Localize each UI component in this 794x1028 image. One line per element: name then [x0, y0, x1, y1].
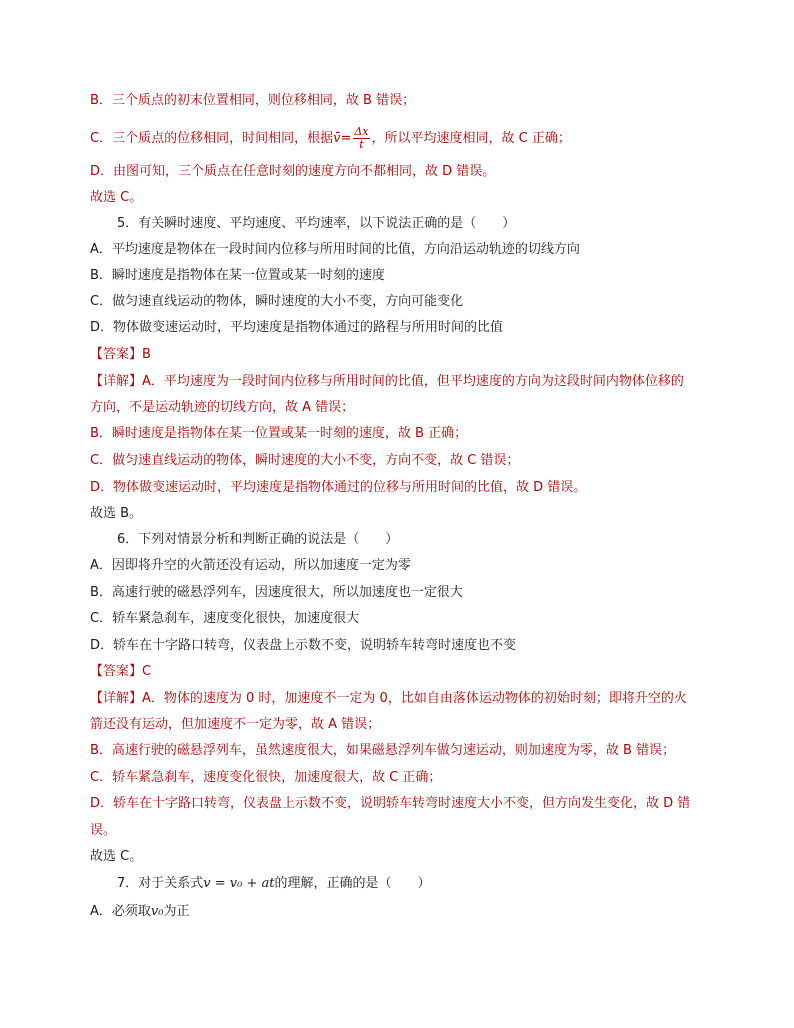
explanation-line: D．轿车在十字路口转弯，仪表盘上示数不变，说明轿车转弯时速度大小不变，但方向发生变化，故 D 错: [90, 796, 691, 811]
text-fragment: 7．对于关系式: [117, 876, 204, 891]
explanation-line: 方向，不是运动轨迹的切线方向，故 A 错误；: [90, 400, 355, 415]
explanation-line: 【详解】A．平均速度为一段时间内位移与所用时间的比值，但平均速度的方向为这段时间内物体位移的: [90, 374, 684, 389]
option-b: B．瞬时速度是指物体在某一位置或某一时刻的速度: [90, 268, 385, 283]
text-line: D．由图可知，三个质点在任意时刻的速度方向不都相同，故 D 错误。: [90, 164, 496, 179]
option-c: C．轿车紧急刹车，速度变化很快，加速度很大: [90, 611, 360, 626]
explanation-line: D．物体做变速运动时，平均速度是指物体通过的位移与所用时间的比值，故 D 错误。: [90, 480, 587, 495]
question-stem: [117, 875, 431, 893]
fraction-denominator: t: [359, 138, 364, 151]
text-line: 故选 C。: [90, 190, 143, 205]
option-a: A．因即将升空的火箭还没有运动，所以加速度一定为零: [90, 558, 411, 573]
text-fragment: A．必须取: [90, 904, 151, 919]
question-stem: 6．下列对情景分析和判断正确的说法是（ ）: [117, 532, 399, 547]
option-b: B．高速行驶的磁悬浮列车，因速度很大，所以加速度也一定很大: [90, 585, 463, 600]
selection-line: 故选 C。: [90, 849, 143, 864]
option-a: [90, 903, 189, 921]
selection-line: 故选 B。: [90, 506, 143, 521]
explanation-line: 误。: [90, 823, 117, 838]
math-variable: v̄: [333, 131, 341, 146]
fraction-numerator: Δx: [354, 125, 369, 138]
math-variable: v₀: [150, 904, 164, 919]
formula-line: [90, 126, 571, 151]
explanation-line: B．高速行驶的磁悬浮列车，虽然速度很大，如果磁悬浮列车做匀速运动，则加速度为零，故 B 错误；: [90, 743, 676, 758]
text-fragment: 为正: [163, 904, 190, 919]
math-operator: =: [340, 131, 352, 146]
text-fragment: ，所以平均速度相同，故 C 正确；: [371, 131, 571, 146]
option-d: D．物体做变速运动时，平均速度是指物体通过的路程与所用时间的比值: [90, 320, 504, 335]
explanation-line: C．轿车紧急刹车，速度变化很快，加速度很大，故 C 正确；: [90, 770, 442, 785]
answer-label: 【答案】B: [90, 347, 151, 362]
option-c: C．做匀速直线运动的物体，瞬时速度的大小不变，方向可能变化: [90, 294, 464, 309]
explanation-line: C．做匀速直线运动的物体，瞬时速度的大小不变，方向不变，故 C 错误；: [90, 453, 520, 468]
math-fraction: [353, 126, 369, 151]
question-stem: 5．有关瞬时速度、平均速度、平均速率，以下说法正确的是（ ）: [117, 216, 516, 231]
answer-label: 【答案】C: [90, 664, 152, 679]
text-fragment: C．三个质点的位移相同，时间相同，根据: [90, 131, 334, 146]
option-d: D．轿车在十字路口转弯，仪表盘上示数不变，说明轿车转弯时速度也不变: [90, 638, 517, 653]
option-a: A．平均速度是物体在一段时间内位移与所用时间的比值，方向沿运动轨迹的切线方向: [90, 242, 580, 257]
text-fragment: 的理解，正确的是（ ）: [274, 876, 431, 891]
math-formula: v = v₀ + at: [203, 876, 275, 891]
explanation-line: 箭还没有运动，但加速度不一定为零，故 A 错误；: [90, 717, 381, 732]
explanation-line: 【详解】A．物体的速度为 0 时，加速度不一定为 0，比如自由落体运动物体的初始时刻；即将升空的火: [90, 691, 687, 706]
text-line: B．三个质点的初末位置相同，则位移相同，故 B 错误；: [90, 93, 416, 108]
explanation-line: B．瞬时速度是指物体在某一位置或某一时刻的速度，故 B 正确；: [90, 426, 468, 441]
